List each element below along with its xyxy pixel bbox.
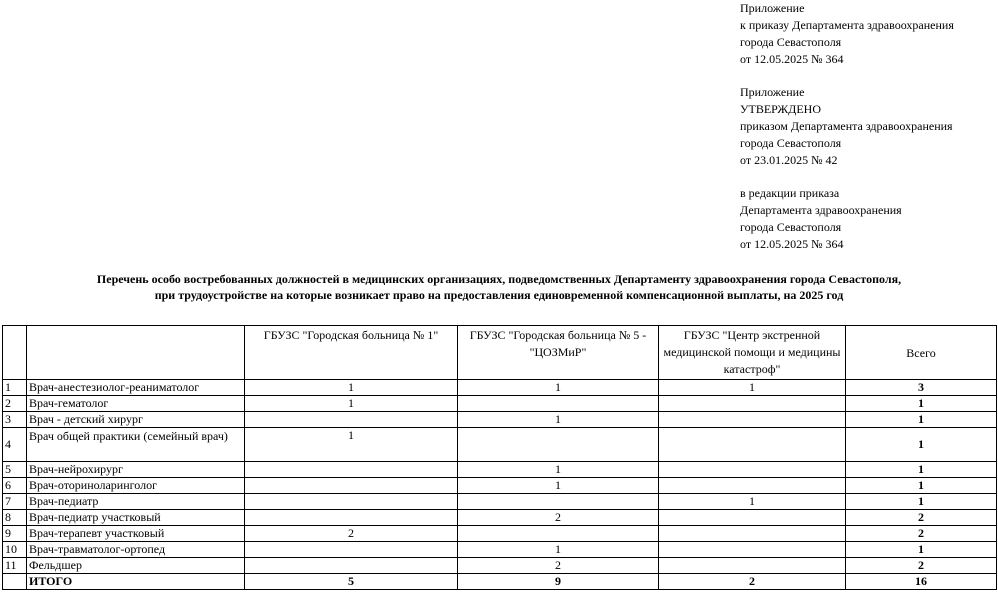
cell-value	[245, 510, 458, 526]
table-row	[3, 526, 997, 542]
cell-value	[245, 462, 458, 478]
appendix-header	[740, 0, 995, 253]
itogo-total: 16	[846, 574, 997, 590]
row-number: 1	[3, 380, 27, 396]
appendix-line: от 12.05.2025 № 364	[740, 237, 844, 251]
row-number: 8	[3, 510, 27, 526]
table-row	[3, 478, 997, 494]
position-name: Врач-нейрохирург	[27, 462, 245, 478]
cell-value	[458, 494, 659, 510]
row-total: 1	[846, 478, 997, 494]
position-name: Врач-оториноларинголог	[27, 478, 245, 494]
position-name: Врач-терапевт участковый	[27, 526, 245, 542]
cell-value: 1	[458, 478, 659, 494]
appendix-line: УТВЕРЖДЕНО	[740, 102, 822, 116]
cell-value	[245, 542, 458, 558]
cell-value	[659, 428, 846, 462]
header-col-hospital-5: ГБУЗС "Городская больница № 5 - "ЦОЗМиР"	[458, 326, 659, 380]
cell-value: 1	[458, 542, 659, 558]
cell-value	[659, 542, 846, 558]
cell-value: 1	[245, 396, 458, 412]
row-total: 1	[846, 396, 997, 412]
cell-value: 1	[659, 494, 846, 510]
cell-value	[245, 478, 458, 494]
table-row	[3, 380, 997, 396]
cell-value: 1	[458, 412, 659, 428]
cell-value: 1	[245, 428, 458, 462]
row-number: 7	[3, 494, 27, 510]
row-total: 2	[846, 526, 997, 542]
row-number: 5	[3, 462, 27, 478]
row-total: 1	[846, 542, 997, 558]
cell-value	[245, 558, 458, 574]
cell-value	[659, 396, 846, 412]
row-total: 1	[846, 494, 997, 510]
appendix-line: приказом Департамента здравоохранения	[740, 119, 953, 133]
position-name: Врач-педиатр участковый	[27, 510, 245, 526]
row-number: 11	[3, 558, 27, 574]
itogo-label: ИТОГО	[27, 574, 245, 590]
appendix-line: Департамента здравоохранения	[740, 203, 902, 217]
cell-value	[659, 526, 846, 542]
table-row	[3, 462, 997, 478]
itogo-col-hospital-5: 9	[458, 574, 659, 590]
row-number: 6	[3, 478, 27, 494]
position-name: Врач общей практики (семейный врач)	[27, 428, 245, 462]
table-row	[3, 510, 997, 526]
cell-value	[458, 428, 659, 462]
row-total: 3	[846, 380, 997, 396]
appendix-line: от 12.05.2025 № 364	[740, 52, 844, 66]
table-row	[3, 428, 997, 462]
itogo-col-emergency-center: 2	[659, 574, 846, 590]
row-total: 1	[846, 462, 997, 478]
spacer	[740, 68, 995, 84]
cell-value	[659, 412, 846, 428]
row-total: 2	[846, 510, 997, 526]
row-number: 3	[3, 412, 27, 428]
cell-value	[458, 396, 659, 412]
cell-value: 1	[458, 380, 659, 396]
row-total: 1	[846, 412, 997, 428]
position-name: Врач-гематолог	[27, 396, 245, 412]
table-header-row	[3, 326, 997, 380]
row-number: 9	[3, 526, 27, 542]
positions-table	[2, 325, 997, 590]
row-number: 4	[3, 428, 27, 462]
position-name: Врач-педиатр	[27, 494, 245, 510]
cell-value: 2	[458, 510, 659, 526]
header-position	[27, 326, 245, 380]
cell-value: 1	[245, 380, 458, 396]
table-row	[3, 412, 997, 428]
document-title	[0, 271, 998, 303]
appendix-line: к приказу Департамента здравоохранения	[740, 18, 954, 32]
position-name: Фельдшер	[27, 558, 245, 574]
cell-value	[245, 494, 458, 510]
cell-value	[659, 462, 846, 478]
appendix-line: города Севастополя	[740, 136, 842, 150]
appendix-line: Приложение	[740, 1, 805, 15]
position-name: Врач-анестезиолог-реаниматолог	[27, 380, 245, 396]
row-total: 1	[846, 428, 997, 462]
table-row	[3, 558, 997, 574]
row-number: 10	[3, 542, 27, 558]
appendix-line: города Севастополя	[740, 220, 842, 234]
cell-value	[659, 510, 846, 526]
position-name: Врач-травматолог-ортопед	[27, 542, 245, 558]
spacer	[740, 169, 995, 185]
position-name: Врач - детский хирург	[27, 412, 245, 428]
header-col-hospital-1: ГБУЗС "Городская больница № 1"	[245, 326, 458, 380]
header-col-emergency-center: ГБУЗС "Центр экстренной медицинской помощи и медицины катастроф"	[659, 326, 846, 380]
appendix-line: города Севастополя	[740, 35, 842, 49]
itogo-col-hospital-1: 5	[245, 574, 458, 590]
appendix-line: Приложение	[740, 85, 805, 99]
row-number: 2	[3, 396, 27, 412]
title-line: при трудоустройстве на которые возникает право на предоставления единовременной компенсационной выплаты, на 2025 год	[154, 288, 844, 302]
header-num	[3, 326, 27, 380]
cell-value	[458, 526, 659, 542]
cell-value: 2	[245, 526, 458, 542]
table-row	[3, 494, 997, 510]
cell-value	[245, 412, 458, 428]
table-total-row	[3, 574, 997, 590]
title-line: Перечень особо востребованных должностей в медицинских организациях, подведомственных Департаменту здравоохранения города Севастополя,	[96, 272, 902, 286]
cell-value: 1	[458, 462, 659, 478]
table-row	[3, 542, 997, 558]
cell-value	[659, 478, 846, 494]
table-row	[3, 396, 997, 412]
cell-value: 2	[458, 558, 659, 574]
header-total: Всего	[846, 326, 997, 380]
row-total: 2	[846, 558, 997, 574]
cell-value	[659, 558, 846, 574]
cell-value: 1	[659, 380, 846, 396]
row-number	[3, 574, 27, 590]
appendix-line: от 23.01.2025 № 42	[740, 153, 838, 167]
appendix-line: в редакции приказа	[740, 186, 840, 200]
